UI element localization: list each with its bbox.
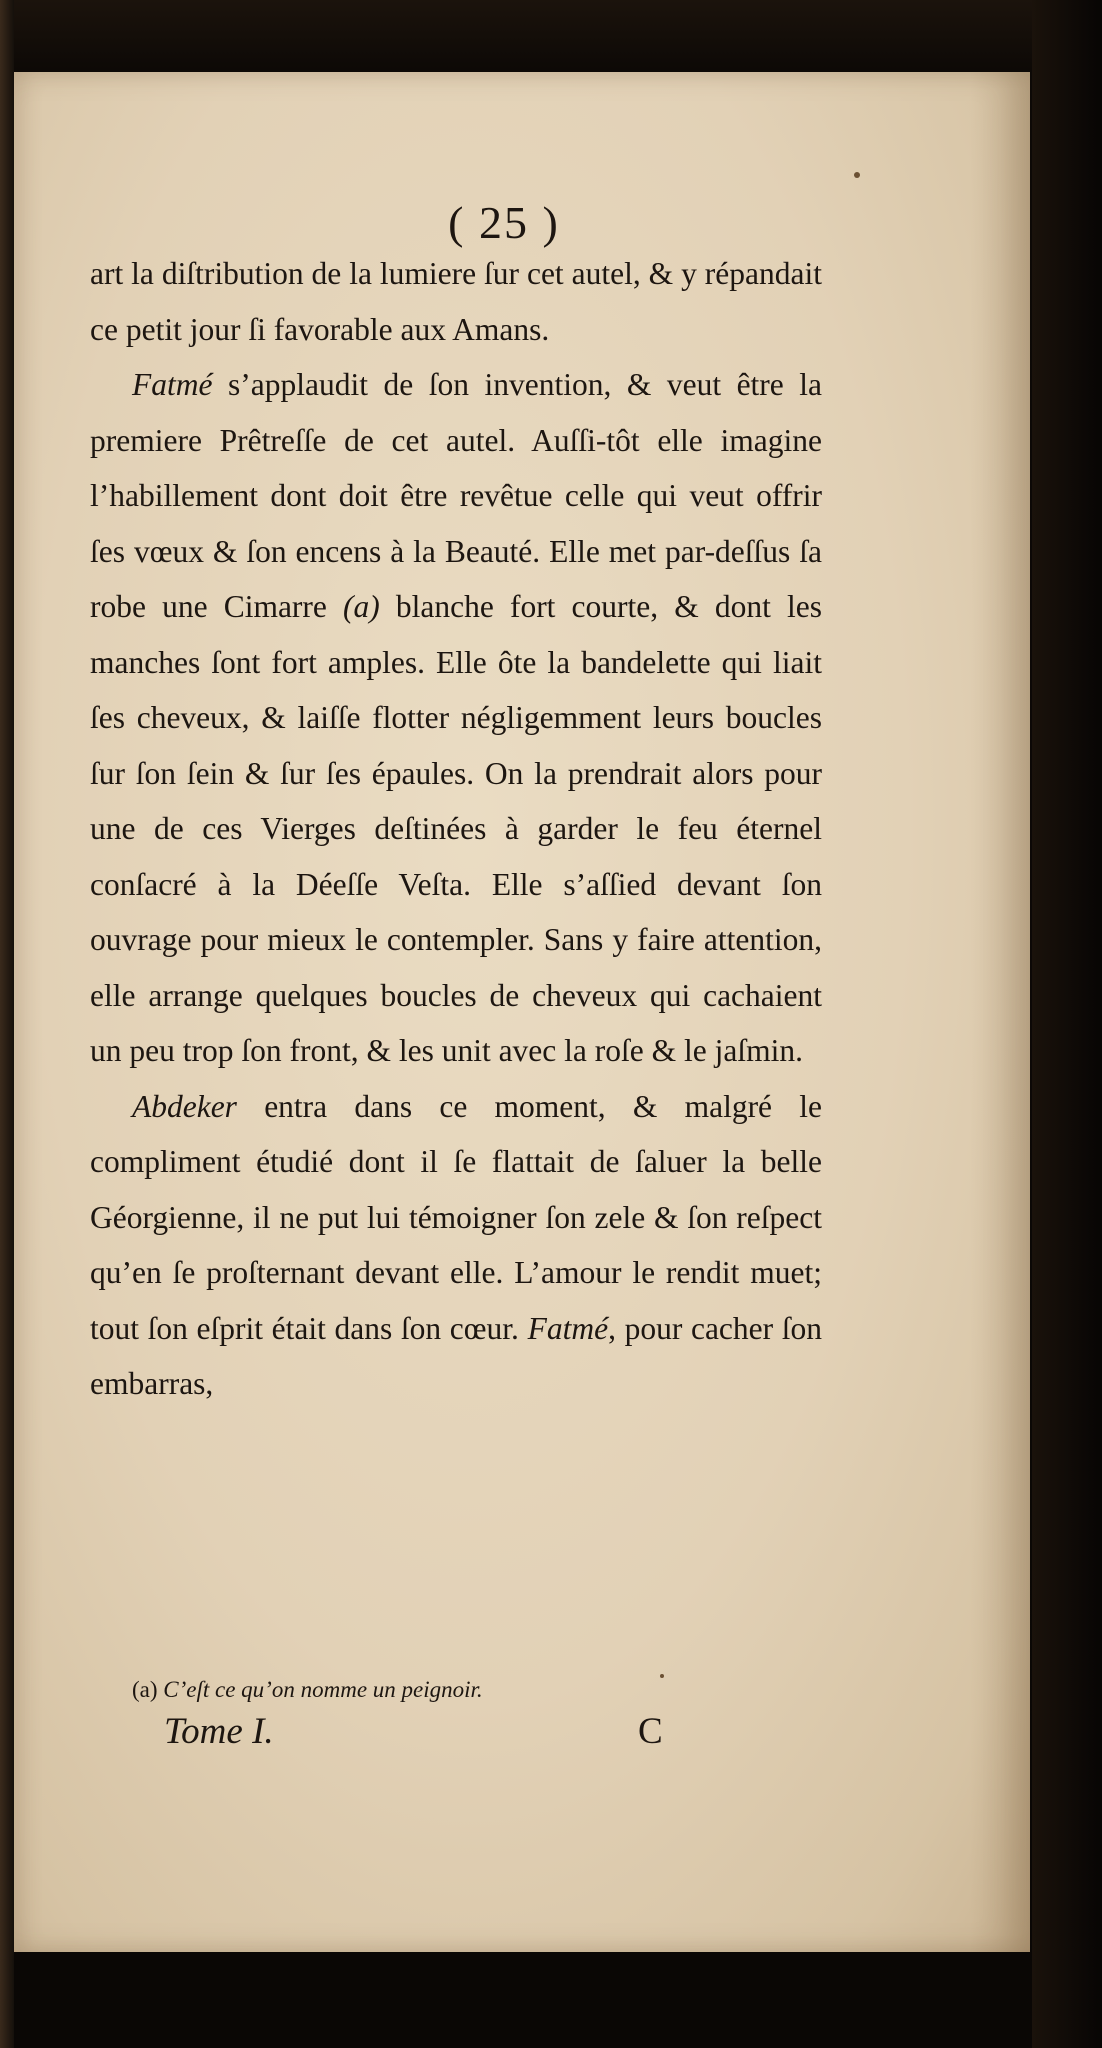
name-fatme: Fatmé: [132, 367, 213, 402]
footnote: [132, 1677, 483, 1703]
paragraph-1: art la diſtribution de la lumiere ſur cet autel, & y répandait ce petit jour ſi favorable aux Amans.: [90, 256, 822, 347]
paragraph-2: [90, 357, 822, 1079]
footnote-text: C’eſt ce qu’on nomme un peignoir.: [163, 1677, 483, 1702]
paragraph-2-text-cont: blanche fort courte, & dont les manches ſont fort amples. Elle ôte la bandelette qui liait ſes cheveux, & laiſſe flotter négligemment leurs boucles ſur ſon ſein & ſur ſes épaules. On la prendrait alors pour une de ces Vierges deſtinées à garder le feu éternel conſacré à la Déeſſe Veſta. Elle s’aſſied devant ſon ouvrage pour mieux le contempler. Sans y faire attention, elle arrange quelques boucles de cheveux qui cachaient un peu trop ſon front, & les unit avec la roſe & le jaſmin.: [90, 589, 822, 1068]
footnote-marker: (a): [132, 1677, 158, 1702]
book-page: [14, 72, 1030, 1952]
name-fatme-2: Fatmé: [527, 1310, 609, 1346]
volume-label: Tome I.: [164, 1711, 274, 1752]
paper-speck: [854, 172, 860, 178]
footnote-reference: (a): [343, 589, 380, 624]
paper-speck: [660, 1674, 664, 1678]
name-abdeker: Abdeker: [132, 1088, 237, 1124]
paragraph-3-text-cont: , pour cacher ſon embarras,: [90, 1310, 823, 1401]
paragraph-3-text: entra dans ce moment, & malgré le compliment étudié dont il ſe flattait de ſaluer la belle Géorgienne, il ne put lui témoigner ſon zele & ſon reſpect qu’en ſe proſternant devant elle. L’amour le rendit muet; tout ſon eſprit était dans ſon cœur.: [90, 1088, 822, 1346]
body-text: [90, 246, 822, 1412]
binding-edge: [0, 0, 14, 2048]
paragraph-3: [90, 1079, 822, 1412]
scan-margin: [1032, 0, 1102, 2048]
page-number: ( 25 ): [448, 197, 560, 248]
paragraph-2-text: s’applaudit de ſon invention, & veut être la premiere Prêtreſſe de cet autel. Auſſi-tôt elle imagine l’habillement dont doit être revêtue celle qui veut offrir ſes vœux & ſon encens à la Beauté. Elle met par-deſſus ſa robe une Cimarre: [90, 367, 823, 624]
signature-letter: C: [638, 1711, 663, 1752]
